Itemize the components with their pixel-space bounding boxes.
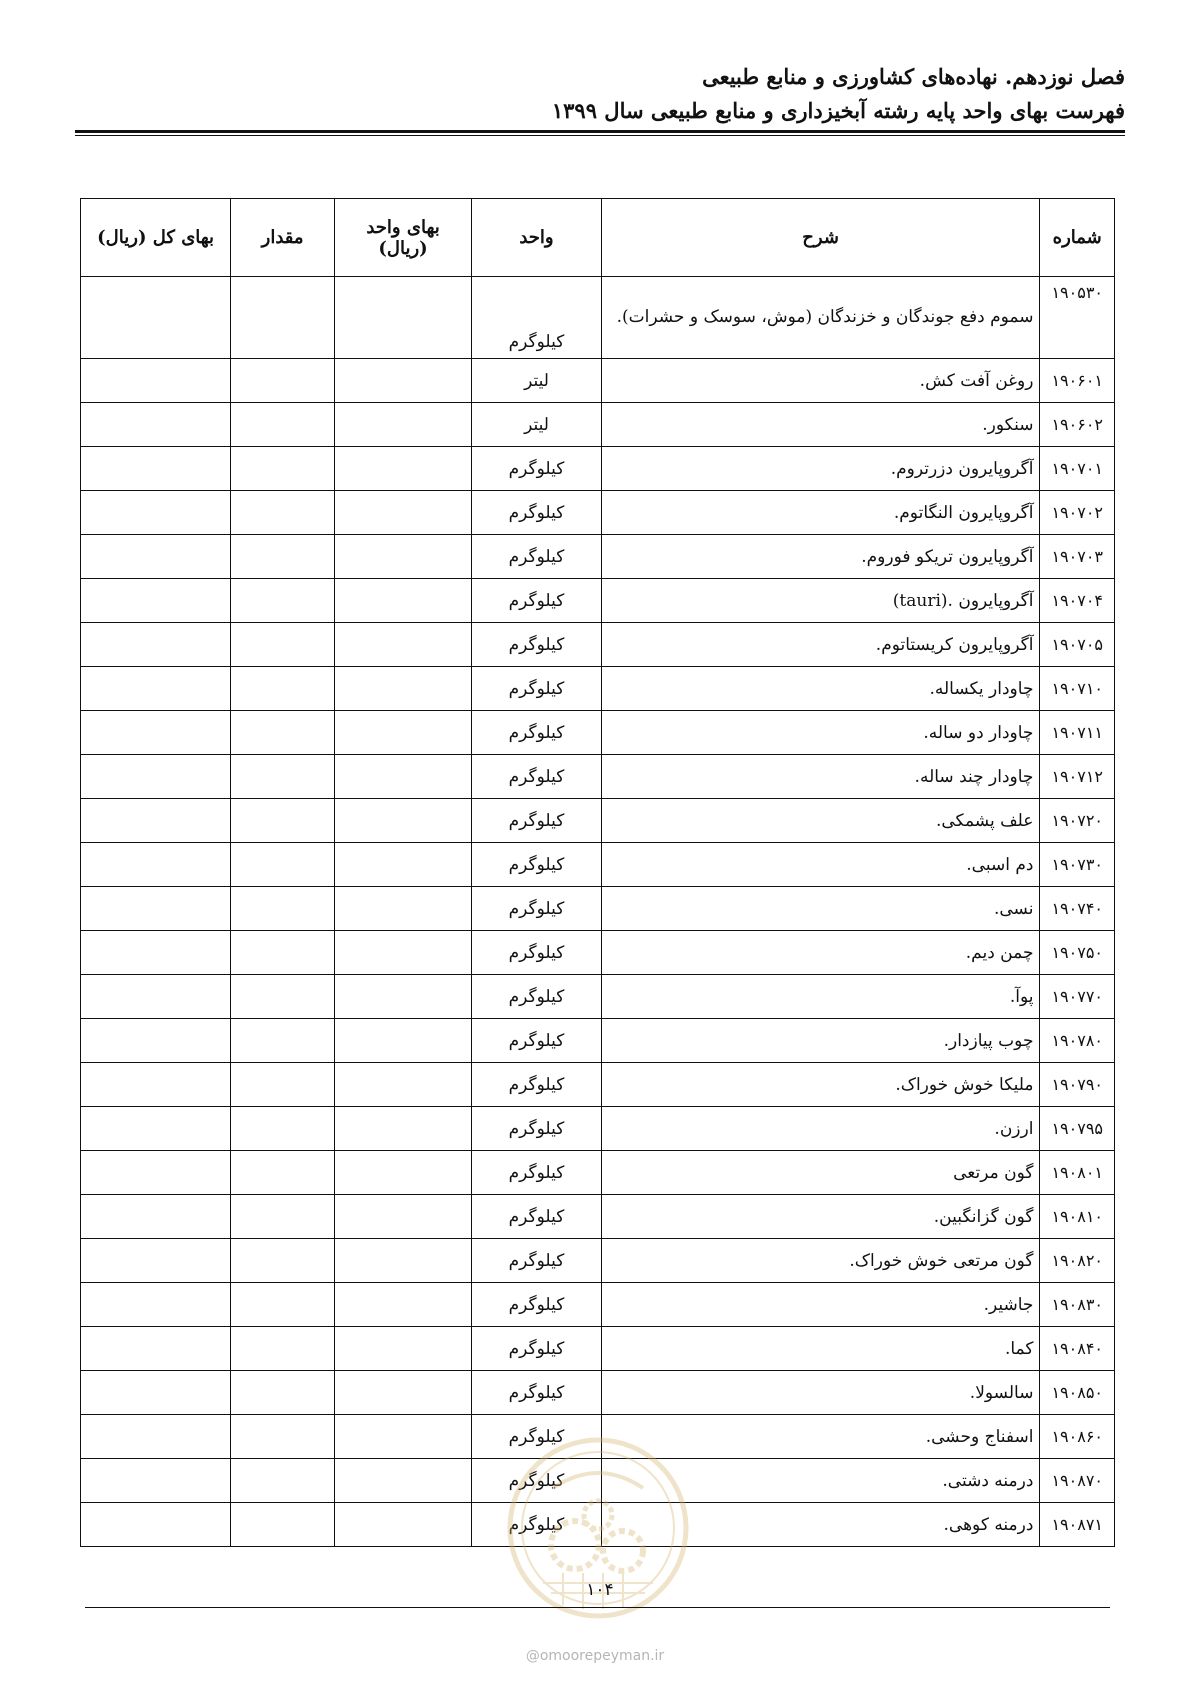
row-unit: کیلوگرم <box>472 1063 602 1107</box>
row-code: ۱۹۰۸۶۰ <box>1040 1415 1115 1459</box>
row-unit-price-cell <box>334 491 471 535</box>
row-quantity-cell <box>231 491 335 535</box>
row-unit-price-cell <box>334 843 471 887</box>
row-quantity-cell <box>231 1327 335 1371</box>
row-quantity-cell <box>231 1283 335 1327</box>
table-row <box>81 447 1115 491</box>
row-unit: کیلوگرم <box>472 1371 602 1415</box>
row-description-text: سموم دفع جوندگان و خزندگان (موش، سوسک و حشرات). <box>616 307 1034 327</box>
row-unit-price-cell <box>334 623 471 667</box>
row-quantity-cell <box>231 1415 335 1459</box>
row-description: ملیکا خوش خوراک. <box>601 1063 1040 1107</box>
row-unit-price-cell <box>334 1195 471 1239</box>
column-header-description: شرح <box>601 199 1040 277</box>
row-unit-price-cell <box>334 1019 471 1063</box>
row-total-price-cell <box>81 755 231 799</box>
row-quantity-cell <box>231 1371 335 1415</box>
row-unit-price-cell <box>334 1459 471 1503</box>
row-quantity-cell <box>231 975 335 1019</box>
row-quantity-cell <box>231 1107 335 1151</box>
chapter-title: فصل نوزدهم. نهاده‌های کشاورزی و منابع طبیعی <box>702 64 1125 89</box>
row-code: ۱۹۰۷۰۵ <box>1040 623 1115 667</box>
watermark-url: @omoorepeyman.ir <box>525 1648 665 1664</box>
row-total-price-cell <box>81 1415 231 1459</box>
table-row <box>81 1459 1115 1503</box>
column-header-quantity: مقدار <box>231 199 335 277</box>
header-rule-thick <box>75 130 1125 133</box>
row-quantity-cell <box>231 579 335 623</box>
row-total-price-cell <box>81 1371 231 1415</box>
table-row <box>81 1283 1115 1327</box>
table-row <box>81 1415 1115 1459</box>
row-code: ۱۹۰۷۳۰ <box>1040 843 1115 887</box>
table-row <box>81 579 1115 623</box>
row-description: چوب پیازدار. <box>601 1019 1040 1063</box>
table-row <box>81 623 1115 667</box>
table-row <box>81 711 1115 755</box>
row-description: چاودار دو ساله. <box>601 711 1040 755</box>
row-unit-price-cell <box>334 579 471 623</box>
row-quantity-cell <box>231 843 335 887</box>
table-row <box>81 931 1115 975</box>
table-header-row <box>81 199 1115 277</box>
row-total-price-cell <box>81 579 231 623</box>
table-row <box>81 1107 1115 1151</box>
row-description: چمن دیم. <box>601 931 1040 975</box>
row-unit: کیلوگرم <box>472 931 602 975</box>
row-unit: کیلوگرم <box>472 975 602 1019</box>
row-code: ۱۹۰۷۹۰ <box>1040 1063 1115 1107</box>
row-total-price-cell <box>81 359 231 403</box>
row-unit-price-cell <box>334 1415 471 1459</box>
table-row <box>81 887 1115 931</box>
row-description: سالسولا. <box>601 1371 1040 1415</box>
row-unit-price-cell <box>334 403 471 447</box>
row-description: کما. <box>601 1327 1040 1371</box>
row-total-price-cell <box>81 447 231 491</box>
row-description: آگروپایرون .(tauri) <box>601 579 1040 623</box>
page-number: ۱۰۴ <box>586 1580 614 1600</box>
row-unit: کیلوگرم <box>472 491 602 535</box>
header-rule-thin <box>75 135 1125 136</box>
table-row <box>81 975 1115 1019</box>
table-row <box>81 1239 1115 1283</box>
row-quantity-cell <box>231 447 335 491</box>
row-unit: کیلوگرم <box>472 799 602 843</box>
row-description: پوآ. <box>601 975 1040 1019</box>
row-unit: کیلوگرم <box>472 277 602 359</box>
row-description: روغن آفت کش. <box>601 359 1040 403</box>
row-description: علف پشمکی. <box>601 799 1040 843</box>
row-code: ۱۹۰۸۷۰ <box>1040 1459 1115 1503</box>
row-description: آگروپایرون تریکو فوروم. <box>601 535 1040 579</box>
row-code: ۱۹۰۶۰۲ <box>1040 403 1115 447</box>
row-total-price-cell <box>81 975 231 1019</box>
column-header-unit: واحد <box>472 199 602 277</box>
row-quantity-cell <box>231 711 335 755</box>
table-row <box>81 491 1115 535</box>
row-quantity-cell <box>231 403 335 447</box>
row-code: ۱۹۰۸۰۱ <box>1040 1151 1115 1195</box>
row-total-price-cell <box>81 491 231 535</box>
unit-price-header-line2: (ریال) <box>378 237 428 259</box>
row-code: ۱۹۰۵۳۰ <box>1040 277 1115 359</box>
row-unit-price-cell <box>334 975 471 1019</box>
row-unit-price-cell <box>334 535 471 579</box>
row-unit: کیلوگرم <box>472 667 602 711</box>
row-quantity-cell <box>231 1063 335 1107</box>
row-code: ۱۹۰۷۰۱ <box>1040 447 1115 491</box>
row-unit-price-cell <box>334 1327 471 1371</box>
row-quantity-cell <box>231 1151 335 1195</box>
row-unit-price-cell <box>334 359 471 403</box>
row-unit-price-cell <box>334 755 471 799</box>
row-unit-price-cell <box>334 1151 471 1195</box>
row-description: درمنه دشتی. <box>601 1459 1040 1503</box>
row-unit-price-cell <box>334 277 471 359</box>
row-unit: کیلوگرم <box>472 711 602 755</box>
table-row <box>81 1151 1115 1195</box>
row-code: ۱۹۰۸۱۰ <box>1040 1195 1115 1239</box>
row-unit: کیلوگرم <box>472 755 602 799</box>
row-quantity-cell <box>231 1195 335 1239</box>
row-description: آگروپایرون دزرتروم. <box>601 447 1040 491</box>
row-unit: کیلوگرم <box>472 887 602 931</box>
row-total-price-cell <box>81 1019 231 1063</box>
row-code: ۱۹۰۸۳۰ <box>1040 1283 1115 1327</box>
row-description: جاشیر. <box>601 1283 1040 1327</box>
column-header-unit-price <box>334 199 471 277</box>
row-unit: کیلوگرم <box>472 1107 602 1151</box>
row-unit: کیلوگرم <box>472 1503 602 1547</box>
row-quantity-cell <box>231 535 335 579</box>
row-unit-price-cell <box>334 667 471 711</box>
row-unit: کیلوگرم <box>472 579 602 623</box>
row-quantity-cell <box>231 359 335 403</box>
price-table <box>80 198 1115 1547</box>
row-total-price-cell <box>81 403 231 447</box>
row-total-price-cell <box>81 277 231 359</box>
row-code: ۱۹۰۷۸۰ <box>1040 1019 1115 1063</box>
row-quantity-cell <box>231 755 335 799</box>
row-code: ۱۹۰۷۰۳ <box>1040 535 1115 579</box>
row-code: ۱۹۰۶۰۱ <box>1040 359 1115 403</box>
table-row <box>81 667 1115 711</box>
row-total-price-cell <box>81 1151 231 1195</box>
table-row <box>81 1503 1115 1547</box>
row-unit-price-cell <box>334 1107 471 1151</box>
row-quantity-cell <box>231 887 335 931</box>
row-code: ۱۹۰۷۱۰ <box>1040 667 1115 711</box>
row-description: گون مرتعی خوش خوراک. <box>601 1239 1040 1283</box>
row-unit-price-cell <box>334 447 471 491</box>
row-total-price-cell <box>81 667 231 711</box>
row-unit-price-cell <box>334 1239 471 1283</box>
table-body <box>81 277 1115 1547</box>
unit-price-header-line1: بهای واحد <box>366 216 440 238</box>
row-total-price-cell <box>81 887 231 931</box>
row-description: گون گزانگبین. <box>601 1195 1040 1239</box>
row-quantity-cell <box>231 1459 335 1503</box>
footer-rule <box>85 1607 1110 1608</box>
price-list-title: فهرست بهای واحد پایه رشته آبخیزداری و منابع طبیعی سال ۱۳۹۹ <box>551 98 1125 123</box>
row-quantity-cell <box>231 1503 335 1547</box>
row-unit-price-cell <box>334 711 471 755</box>
row-total-price-cell <box>81 1107 231 1151</box>
row-description: اسفناج وحشی. <box>601 1415 1040 1459</box>
row-description: درمنه کوهی. <box>601 1503 1040 1547</box>
row-quantity-cell <box>231 667 335 711</box>
row-total-price-cell <box>81 1239 231 1283</box>
row-code: ۱۹۰۷۰۴ <box>1040 579 1115 623</box>
row-unit-price-cell <box>334 1063 471 1107</box>
row-description: آگروپایرون کریستاتوم. <box>601 623 1040 667</box>
row-unit: کیلوگرم <box>472 1195 602 1239</box>
row-unit-price-cell <box>334 887 471 931</box>
column-header-code: شماره <box>1040 199 1115 277</box>
row-unit-price-cell <box>334 1371 471 1415</box>
row-unit: کیلوگرم <box>472 535 602 579</box>
row-unit-price-cell <box>334 799 471 843</box>
row-code: ۱۹۰۸۲۰ <box>1040 1239 1115 1283</box>
row-unit-price-cell <box>334 1503 471 1547</box>
row-unit: کیلوگرم <box>472 1019 602 1063</box>
row-code: ۱۹۰۷۵۰ <box>1040 931 1115 975</box>
row-description: گون مرتعی <box>601 1151 1040 1195</box>
row-description: آگروپایرون النگاتوم. <box>601 491 1040 535</box>
column-header-total-price: بهای کل (ریال) <box>81 199 231 277</box>
table-row <box>81 1327 1115 1371</box>
row-code: ۱۹۰۸۷۱ <box>1040 1503 1115 1547</box>
row-total-price-cell <box>81 1327 231 1371</box>
row-description: چاودار چند ساله. <box>601 755 1040 799</box>
row-code: ۱۹۰۷۴۰ <box>1040 887 1115 931</box>
row-total-price-cell <box>81 1063 231 1107</box>
row-total-price-cell <box>81 1283 231 1327</box>
table-row <box>81 755 1115 799</box>
table-row <box>81 277 1115 359</box>
row-unit: کیلوگرم <box>472 1283 602 1327</box>
row-total-price-cell <box>81 1459 231 1503</box>
table-row <box>81 403 1115 447</box>
row-total-price-cell <box>81 843 231 887</box>
row-description: چاودار یکساله. <box>601 667 1040 711</box>
row-code: ۱۹۰۸۴۰ <box>1040 1327 1115 1371</box>
row-code: ۱۹۰۸۵۰ <box>1040 1371 1115 1415</box>
table-row <box>81 1019 1115 1063</box>
table-row <box>81 1371 1115 1415</box>
row-total-price-cell <box>81 623 231 667</box>
row-total-price-cell <box>81 535 231 579</box>
row-unit: کیلوگرم <box>472 1327 602 1371</box>
row-code: ۱۹۰۷۲۰ <box>1040 799 1115 843</box>
table-row <box>81 359 1115 403</box>
row-unit: کیلوگرم <box>472 1151 602 1195</box>
row-unit: کیلوگرم <box>472 1415 602 1459</box>
row-total-price-cell <box>81 799 231 843</box>
row-description <box>601 277 1040 359</box>
page-header <box>75 60 1125 128</box>
table-row <box>81 535 1115 579</box>
row-code: ۱۹۰۷۰۲ <box>1040 491 1115 535</box>
row-total-price-cell <box>81 1503 231 1547</box>
row-unit: کیلوگرم <box>472 1459 602 1503</box>
row-total-price-cell <box>81 711 231 755</box>
row-quantity-cell <box>231 931 335 975</box>
row-unit: کیلوگرم <box>472 843 602 887</box>
row-quantity-cell <box>231 799 335 843</box>
row-unit-price-cell <box>334 931 471 975</box>
table-row <box>81 1195 1115 1239</box>
row-code: ۱۹۰۷۹۵ <box>1040 1107 1115 1151</box>
row-total-price-cell <box>81 1195 231 1239</box>
row-total-price-cell <box>81 931 231 975</box>
row-unit-price-cell <box>334 1283 471 1327</box>
row-quantity-cell <box>231 623 335 667</box>
row-unit: کیلوگرم <box>472 447 602 491</box>
row-description: نسی. <box>601 887 1040 931</box>
row-code: ۱۹۰۷۱۱ <box>1040 711 1115 755</box>
row-quantity-cell <box>231 277 335 359</box>
table-row <box>81 1063 1115 1107</box>
table-row <box>81 799 1115 843</box>
row-unit: لیتر <box>472 359 602 403</box>
row-unit: کیلوگرم <box>472 623 602 667</box>
row-code: ۱۹۰۷۱۲ <box>1040 755 1115 799</box>
row-description: ارزن. <box>601 1107 1040 1151</box>
table-row <box>81 843 1115 887</box>
row-description: سنکور. <box>601 403 1040 447</box>
row-code: ۱۹۰۷۷۰ <box>1040 975 1115 1019</box>
row-unit: کیلوگرم <box>472 1239 602 1283</box>
row-quantity-cell <box>231 1239 335 1283</box>
row-quantity-cell <box>231 1019 335 1063</box>
row-description: دم اسبی. <box>601 843 1040 887</box>
row-unit: لیتر <box>472 403 602 447</box>
